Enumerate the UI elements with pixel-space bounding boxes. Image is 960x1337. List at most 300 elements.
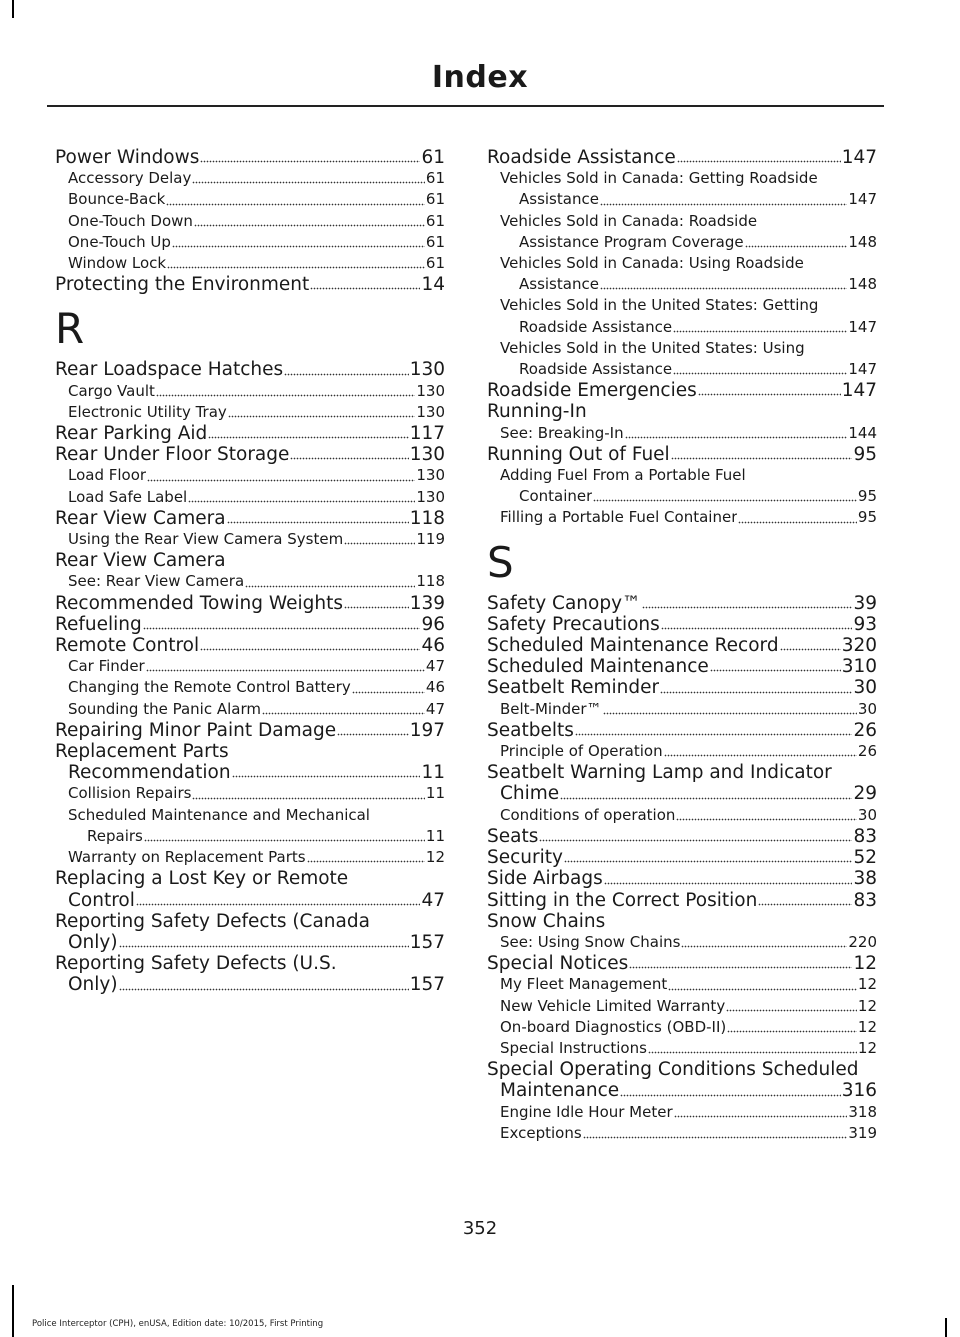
index-subentry-page: 47 bbox=[425, 699, 445, 718]
index-entry-row bbox=[487, 890, 877, 911]
index-subentry-label: Load Safe Label bbox=[68, 487, 188, 506]
index-subentry bbox=[55, 211, 445, 232]
index-subentry bbox=[487, 1123, 877, 1144]
cross-reference-label: See: Using Snow Chains bbox=[500, 932, 681, 951]
index-entry-row bbox=[500, 783, 877, 804]
index-subentry-row bbox=[519, 232, 877, 253]
cross-reference-row bbox=[487, 932, 877, 953]
index-subentry bbox=[55, 529, 445, 550]
index-subentry-label: Window Lock bbox=[68, 254, 167, 273]
index-entry-leader-dots bbox=[604, 882, 853, 885]
index-subentry bbox=[487, 741, 877, 762]
index-subentry-page: 30 bbox=[857, 699, 877, 718]
index-subentry bbox=[55, 232, 445, 253]
index-entry-row bbox=[487, 826, 877, 847]
index-entry bbox=[487, 847, 877, 868]
index-entry-page: 157 bbox=[409, 931, 445, 953]
index-subentry bbox=[487, 1102, 877, 1123]
index-subentry-label: Roadside Assistance bbox=[519, 317, 673, 336]
index-entry-label: Remote Control bbox=[55, 635, 200, 657]
index-entry bbox=[55, 274, 445, 295]
index-entry-leader-dots bbox=[539, 839, 852, 842]
index-subentry-label-line: Vehicles Sold in the United States: Using bbox=[500, 338, 805, 357]
index-subentry-label: Engine Idle Hour Meter bbox=[500, 1102, 673, 1121]
index-entry-label: Rear Under Floor Storage bbox=[55, 444, 290, 466]
index-entry-page: 157 bbox=[409, 974, 445, 996]
index-subentry-continuation bbox=[500, 189, 877, 210]
index-entry-row bbox=[487, 677, 877, 698]
index-subentry-row bbox=[68, 847, 445, 868]
index-entry bbox=[55, 359, 445, 380]
index-subentry-label: Bounce-Back bbox=[68, 190, 166, 209]
index-subentry-leader-dots bbox=[600, 287, 847, 290]
index-entry-continuation bbox=[55, 974, 445, 995]
index-subentry-continuation bbox=[500, 274, 877, 295]
index-subentry-leader-dots bbox=[172, 245, 425, 248]
index-subentry-leader-dots bbox=[664, 754, 857, 757]
index-subentry bbox=[487, 465, 877, 507]
index-entry bbox=[487, 762, 877, 804]
index-entry-row bbox=[487, 380, 877, 401]
index-entry-leader-dots bbox=[136, 903, 421, 906]
index-entry-label: Maintenance bbox=[500, 1080, 620, 1102]
index-entry-label: Side Airbags bbox=[487, 868, 603, 890]
index-subentry-page: 47 bbox=[425, 657, 445, 676]
index-subentry-row bbox=[68, 253, 445, 274]
index-entry-page: 83 bbox=[853, 889, 877, 911]
index-subentry-page: 30 bbox=[857, 805, 877, 824]
index-entry bbox=[487, 635, 877, 656]
page-number: 352 bbox=[462, 1218, 498, 1239]
index-subentry-leader-dots bbox=[738, 521, 857, 524]
index-subentry-row bbox=[500, 1038, 877, 1059]
index-subentry bbox=[55, 189, 445, 210]
index-entry-page: 147 bbox=[841, 380, 877, 402]
index-subentry-label: Assistance bbox=[519, 190, 599, 209]
index-subentry-page: 318 bbox=[848, 1102, 877, 1121]
index-entry-label: Roadside Assistance bbox=[487, 147, 676, 168]
index-entry-leader-dots bbox=[119, 988, 409, 991]
index-subentry-label-line: Vehicles Sold in Canada: Roadside bbox=[500, 211, 758, 230]
index-entry-continuation bbox=[55, 890, 445, 911]
index-subentry-row bbox=[68, 487, 445, 508]
index-subentry bbox=[487, 338, 877, 380]
index-entry bbox=[487, 677, 877, 698]
index-subentry-row bbox=[68, 232, 445, 253]
index-entry bbox=[487, 720, 877, 741]
index-entry bbox=[55, 614, 445, 635]
index-entry-row bbox=[55, 593, 445, 614]
index-subentry-page: 130 bbox=[416, 402, 445, 421]
index-subentry-leader-dots bbox=[603, 712, 857, 715]
index-entry-page: 95 bbox=[853, 443, 877, 465]
index-entry-leader-dots bbox=[337, 733, 409, 736]
index-entry-label: Scheduled Maintenance Record bbox=[487, 635, 779, 657]
index-entry bbox=[55, 635, 445, 656]
index-entry-leader-dots bbox=[227, 521, 409, 524]
index-entry bbox=[487, 147, 877, 168]
index-subentry-leader-dots bbox=[676, 818, 856, 821]
index-subentry-label: Roadside Assistance bbox=[519, 360, 673, 379]
index-entry-leader-dots bbox=[200, 648, 420, 651]
index-entry-label: Power Windows bbox=[55, 147, 200, 168]
title-divider bbox=[47, 105, 884, 107]
index-subentry-row bbox=[68, 211, 445, 232]
index-subentry-continuation bbox=[500, 486, 877, 507]
index-entry-row bbox=[68, 932, 445, 953]
index-entry-leader-dots bbox=[661, 627, 853, 630]
index-entry-leader-dots bbox=[232, 775, 421, 778]
section-letter: R bbox=[55, 304, 85, 354]
index-entry-leader-dots bbox=[660, 691, 852, 694]
index-entry-row bbox=[487, 593, 877, 614]
index-subentry-page: 26 bbox=[857, 742, 877, 761]
index-entry-leader-dots bbox=[620, 1094, 841, 1097]
section-letter: S bbox=[487, 537, 514, 587]
index-subentry-row bbox=[500, 741, 877, 762]
index-entry bbox=[55, 720, 445, 741]
index-subentry-label: On-board Diagnostics (OBD-II) bbox=[500, 1017, 727, 1036]
index-subentry-row bbox=[68, 677, 445, 698]
index-subentry-page: 95 bbox=[857, 508, 877, 527]
index-subentry-label: Changing the Remote Control Battery bbox=[68, 678, 351, 697]
index-entry-page: 26 bbox=[853, 719, 877, 741]
index-subentry-continuation bbox=[500, 232, 877, 253]
index-subentry-leader-dots bbox=[262, 712, 425, 715]
index-entry-page: 118 bbox=[409, 507, 445, 529]
index-subentry-leader-dots bbox=[727, 1030, 857, 1033]
index-subentry-label: Load Floor bbox=[68, 466, 147, 485]
index-entry-row bbox=[55, 720, 445, 741]
index-subentry-leader-dots bbox=[166, 203, 425, 206]
index-entry-row bbox=[500, 1080, 877, 1101]
index-subentry-page: 11 bbox=[425, 826, 445, 845]
index-entry-page: 197 bbox=[409, 719, 445, 741]
index-entry-page: 30 bbox=[853, 677, 877, 699]
index-subentry-label: Principle of Operation bbox=[500, 742, 663, 761]
index-subentry bbox=[487, 168, 877, 210]
index-subentry-row bbox=[68, 783, 445, 804]
index-entry bbox=[487, 826, 877, 847]
cross-reference-leader-dots bbox=[681, 945, 847, 948]
index-entry-page: 11 bbox=[421, 762, 445, 784]
index-entry bbox=[55, 741, 445, 783]
index-entry-row bbox=[55, 444, 445, 465]
index-entry bbox=[487, 444, 877, 465]
index-entry-label-line: Special Operating Conditions Scheduled bbox=[487, 1059, 859, 1081]
index-subentry-leader-dots bbox=[167, 266, 425, 269]
index-entry-row bbox=[68, 974, 445, 995]
index-subentry-row bbox=[68, 465, 445, 486]
index-subentry bbox=[55, 402, 445, 423]
index-entry-row bbox=[55, 508, 445, 529]
index-subentry-row bbox=[68, 699, 445, 720]
index-subentry-row bbox=[500, 699, 877, 720]
cross-reference-label: See: Rear View Camera bbox=[68, 572, 245, 591]
index-entry bbox=[487, 593, 877, 614]
index-subentry-label-line: Scheduled Maintenance and Mechanical bbox=[68, 805, 370, 824]
index-entry-row bbox=[487, 953, 877, 974]
index-entry-row bbox=[55, 274, 445, 295]
index-entry-page: 29 bbox=[853, 783, 877, 805]
index-subentry bbox=[55, 381, 445, 402]
index-entry-label: Refueling bbox=[55, 613, 142, 635]
index-entry-page: 117 bbox=[409, 423, 445, 445]
index-entry bbox=[487, 614, 877, 635]
index-subentry-leader-dots bbox=[583, 1136, 848, 1139]
index-subentry bbox=[487, 507, 877, 528]
index-entry-row bbox=[487, 868, 877, 889]
index-entry bbox=[55, 147, 445, 168]
index-subentry-page: 11 bbox=[425, 784, 445, 803]
index-subentry bbox=[55, 805, 445, 847]
index-subentry bbox=[487, 805, 877, 826]
index-entry bbox=[487, 401, 877, 443]
index-subentry-label: Cargo Vault bbox=[68, 381, 155, 400]
index-entry-leader-dots bbox=[575, 733, 853, 736]
index-subentry-label: Repairs bbox=[87, 826, 143, 845]
index-entry bbox=[487, 656, 877, 677]
index-subentry-page: 130 bbox=[416, 487, 445, 506]
index-subentry-leader-dots bbox=[745, 245, 848, 248]
index-entry-leader-dots bbox=[344, 606, 409, 609]
index-entry-page: 39 bbox=[853, 592, 877, 614]
index-entry-label: Security bbox=[487, 847, 563, 869]
index-entry-page: 12 bbox=[853, 953, 877, 975]
index-entry-label: Recommendation bbox=[68, 762, 231, 784]
cross-reference-row bbox=[487, 423, 877, 444]
index-entry-label: Running Out of Fuel bbox=[487, 443, 670, 465]
cross-reference-page: 118 bbox=[416, 572, 445, 591]
page-title: Index bbox=[431, 60, 529, 95]
index-entry-continuation bbox=[55, 932, 445, 953]
index-entry-label: Rear View Camera bbox=[55, 550, 226, 572]
index-subentry-label: Filling a Portable Fuel Container bbox=[500, 508, 738, 527]
index-subentry-row bbox=[500, 1123, 877, 1144]
index-entry-row bbox=[55, 635, 445, 656]
index-subentry-label: Warranty on Replacement Parts bbox=[68, 848, 306, 867]
index-subentry-label-line: Vehicles Sold in the United States: Getting bbox=[500, 296, 819, 315]
index-entry bbox=[55, 593, 445, 614]
index-entry-leader-dots bbox=[629, 966, 852, 969]
index-entry-label: Safety Canopy™ bbox=[487, 592, 641, 614]
index-subentry-row bbox=[519, 189, 877, 210]
index-entry bbox=[487, 868, 877, 889]
index-entry-page: 38 bbox=[853, 868, 877, 890]
index-subentry bbox=[55, 487, 445, 508]
index-subentry-page: 119 bbox=[416, 530, 445, 549]
index-entry-page: 96 bbox=[421, 613, 445, 635]
cross-reference-leader-dots bbox=[625, 436, 848, 439]
crop-mark-bottom-left-v bbox=[12, 1285, 14, 1337]
index-entry-label-line: Replacement Parts bbox=[55, 741, 229, 763]
index-entry-leader-dots bbox=[564, 860, 852, 863]
index-entry-label: Rear View Camera bbox=[55, 507, 226, 529]
index-entry-label: Repairing Minor Paint Damage bbox=[55, 719, 337, 741]
index-subentry-row bbox=[68, 168, 445, 189]
index-subentry-row bbox=[500, 1017, 877, 1038]
index-entry-continuation bbox=[487, 783, 877, 804]
index-entry bbox=[55, 508, 445, 529]
index-entry bbox=[487, 953, 877, 974]
edition-info: Police Interceptor (CPH), enUSA, Edition date: 10/2015, First Printing bbox=[32, 1319, 324, 1329]
index-entry bbox=[55, 423, 445, 444]
index-entry-page: 47 bbox=[421, 889, 445, 911]
index-entry-page: 316 bbox=[841, 1080, 877, 1102]
index-subentry-page: 12 bbox=[857, 996, 877, 1015]
index-entry-leader-dots bbox=[710, 669, 841, 672]
index-entry-leader-dots bbox=[677, 160, 841, 163]
index-subentry-leader-dots bbox=[668, 988, 857, 991]
index-entry-row bbox=[68, 762, 445, 783]
index-subentry-row bbox=[87, 826, 445, 847]
index-subentry-row bbox=[500, 1102, 877, 1123]
index-entry-label: Safety Precautions bbox=[487, 613, 660, 635]
index-subentry-leader-dots bbox=[192, 797, 424, 800]
index-subentry-label: Accessory Delay bbox=[68, 169, 192, 188]
index-subentry bbox=[487, 1017, 877, 1038]
index-entry-leader-dots bbox=[119, 945, 409, 948]
index-subentry-label: Assistance Program Coverage bbox=[519, 232, 744, 251]
index-entry-leader-dots bbox=[143, 627, 421, 630]
index-entry-continuation bbox=[55, 762, 445, 783]
index-entry-page: 320 bbox=[841, 635, 877, 657]
index-entry-row bbox=[55, 359, 445, 380]
index-subentry-page: 147 bbox=[848, 360, 877, 379]
index-subentry bbox=[487, 295, 877, 337]
index-subentry-leader-dots bbox=[648, 1051, 857, 1054]
index-subentry bbox=[55, 168, 445, 189]
index-entry-label: Running-In bbox=[487, 401, 587, 423]
index-subentry-label: Conditions of operation bbox=[500, 805, 676, 824]
index-entry-page: 310 bbox=[841, 656, 877, 678]
index-subentry bbox=[487, 699, 877, 720]
index-subentry-page: 46 bbox=[425, 678, 445, 697]
index-entry bbox=[487, 890, 877, 911]
index-subentry-continuation bbox=[500, 317, 877, 338]
index-entry bbox=[487, 1059, 877, 1101]
index-entry-row bbox=[55, 147, 445, 168]
index-subentry-page: 130 bbox=[416, 466, 445, 485]
crop-mark-top-left-v bbox=[12, 0, 14, 18]
index-subentry-row bbox=[68, 381, 445, 402]
index-subentry bbox=[487, 1038, 877, 1059]
index-subentry-leader-dots bbox=[194, 224, 425, 227]
index-subentry-label: Belt-Minder™ bbox=[500, 699, 602, 718]
index-subentry-leader-dots bbox=[307, 860, 425, 863]
index-entry-leader-dots bbox=[284, 373, 409, 376]
index-subentry-leader-dots bbox=[144, 839, 425, 842]
index-subentry-continuation bbox=[500, 359, 877, 380]
index-entry-label: Protecting the Environment bbox=[55, 274, 310, 296]
index-entry-label: Roadside Emergencies bbox=[487, 380, 697, 402]
index-entry bbox=[55, 550, 445, 592]
index-entry-leader-dots bbox=[290, 457, 408, 460]
index-subentry-page: 12 bbox=[857, 1038, 877, 1057]
index-subentry-page: 319 bbox=[848, 1123, 877, 1142]
index-entry-label-line: Seatbelt Warning Lamp and Indicator bbox=[487, 762, 832, 784]
index-entry-row bbox=[487, 147, 877, 168]
index-entry-row bbox=[55, 423, 445, 444]
index-entry-page: 139 bbox=[409, 592, 445, 614]
index-entry bbox=[55, 911, 445, 953]
index-subentry-page: 61 bbox=[425, 254, 445, 273]
index-subentry-row bbox=[500, 974, 877, 995]
index-subentry-page: 147 bbox=[848, 190, 877, 209]
index-subentry-page: 12 bbox=[425, 848, 445, 867]
index-subentry-page: 130 bbox=[416, 381, 445, 400]
index-entry-label: Only) bbox=[68, 931, 118, 953]
index-subentry-label: Exceptions bbox=[500, 1123, 582, 1142]
index-subentry-label-line: Adding Fuel From a Portable Fuel bbox=[500, 466, 746, 485]
index-entry-row bbox=[487, 444, 877, 465]
index-entry-row bbox=[487, 847, 877, 868]
index-subentry-page: 61 bbox=[425, 211, 445, 230]
index-subentry-label: Electronic Utility Tray bbox=[68, 402, 227, 421]
cross-reference-row bbox=[55, 571, 445, 592]
index-column-right bbox=[487, 147, 877, 1144]
index-subentry-row bbox=[519, 317, 877, 338]
index-subentry-label: One-Touch Up bbox=[68, 232, 171, 251]
index-subentry-leader-dots bbox=[600, 203, 847, 206]
index-subentry-page: 61 bbox=[425, 232, 445, 251]
index-entry-label-line: Replacing a Lost Key or Remote bbox=[55, 868, 349, 890]
index-subentry bbox=[487, 253, 877, 295]
index-subentry-leader-dots bbox=[147, 479, 415, 482]
index-entry-page: 14 bbox=[421, 274, 445, 296]
index-subentry-row bbox=[68, 529, 445, 550]
index-subentry-label: Container bbox=[519, 487, 593, 506]
cross-reference-leader-dots bbox=[245, 585, 415, 588]
index-entry-row bbox=[487, 656, 877, 677]
crop-mark-bottom-right-v bbox=[945, 1318, 947, 1337]
index-subentry-label: My Fleet Management bbox=[500, 975, 668, 994]
index-subentry-leader-dots bbox=[673, 330, 847, 333]
index-entry-leader-dots bbox=[780, 648, 841, 651]
cross-reference-page: 144 bbox=[848, 423, 877, 442]
index-entry-row bbox=[487, 614, 877, 635]
index-entry bbox=[55, 444, 445, 465]
index-subentry-label: Using the Rear View Camera System bbox=[68, 530, 344, 549]
index-entry-label: Special Notices bbox=[487, 953, 629, 975]
index-entry bbox=[487, 911, 877, 953]
index-subentry bbox=[487, 211, 877, 253]
index-entry-label: Seatbelts bbox=[487, 719, 574, 741]
index-entry-label: Only) bbox=[68, 974, 118, 996]
cross-reference-page: 220 bbox=[848, 932, 877, 951]
index-subentry-page: 61 bbox=[425, 190, 445, 209]
index-entry-label: Recommended Towing Weights bbox=[55, 592, 343, 614]
index-subentry-row bbox=[519, 274, 877, 295]
index-entry-label: Scheduled Maintenance bbox=[487, 656, 709, 678]
index-entry-leader-dots bbox=[560, 797, 852, 800]
index-subentry-leader-dots bbox=[344, 542, 415, 545]
index-subentry-row bbox=[68, 656, 445, 677]
index-subentry-label-line: Vehicles Sold in Canada: Getting Roadside bbox=[500, 169, 818, 188]
index-subentry-row bbox=[500, 996, 877, 1017]
index-subentry bbox=[487, 996, 877, 1017]
index-subentry-label: Special Instructions bbox=[500, 1038, 647, 1057]
index-subentry-row bbox=[519, 486, 877, 507]
index-entry-leader-dots bbox=[758, 903, 852, 906]
index-subentry-leader-dots bbox=[726, 1009, 857, 1012]
index-subentry-label: Car Finder bbox=[68, 657, 145, 676]
index-subentry-leader-dots bbox=[593, 499, 857, 502]
index-subentry-leader-dots bbox=[188, 500, 415, 503]
index-entry-page: 93 bbox=[853, 613, 877, 635]
index-entry-label: Rear Loadspace Hatches bbox=[55, 359, 284, 381]
index-subentry-leader-dots bbox=[228, 415, 416, 418]
